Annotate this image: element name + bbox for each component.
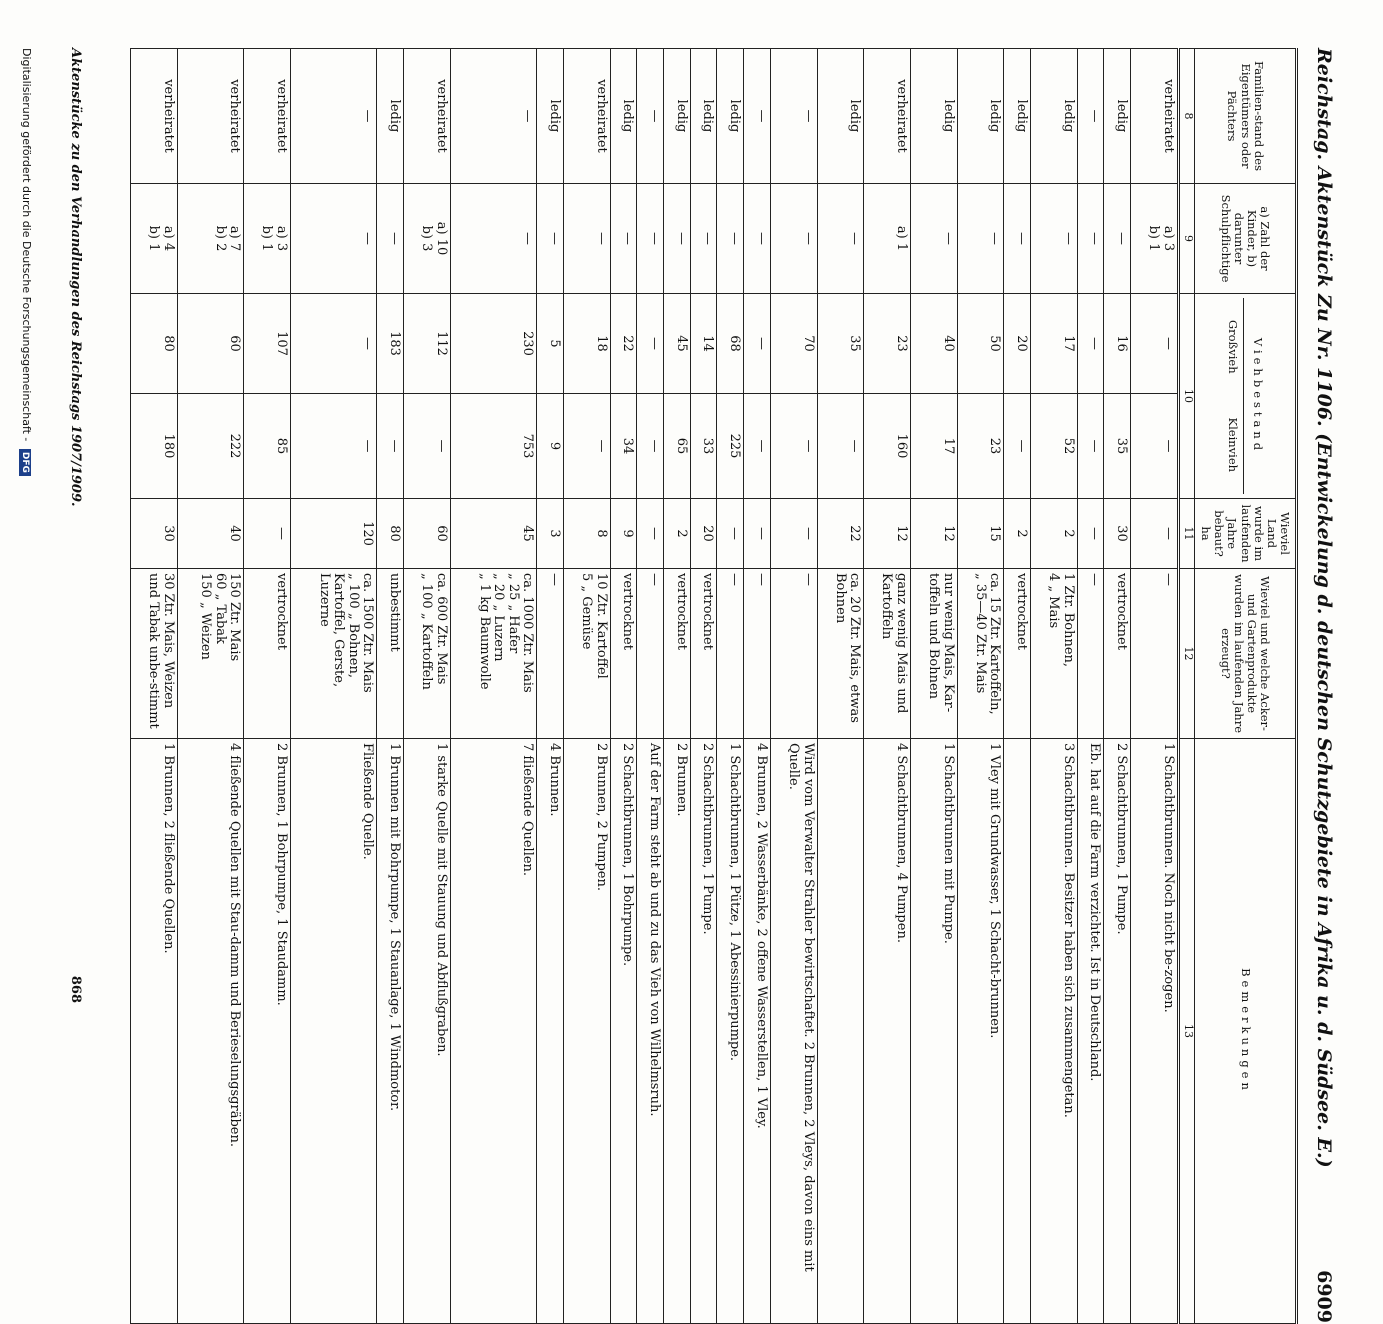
table-cell-c10b: 9 [537, 394, 564, 499]
table-cell-c10b: 17 [910, 394, 957, 499]
table-cell-c10a: 50 [957, 294, 1004, 394]
table-cell-c11: — [717, 499, 744, 569]
table-cell-c9: — [957, 184, 1004, 294]
col-header-family: Familien-stand des Eigentümers oder Pächters [1195, 49, 1297, 184]
table-cell-c8: ledig [610, 49, 637, 184]
table-cell-c10a: — [744, 294, 771, 394]
table-cell-c13: 4 Schachtbrunnen, 4 Pumpen. [864, 739, 911, 1324]
table-cell-c13: 1 Brunnen mit Bohrpumpe, 1 Stauanlage, 1 Windmotor. [377, 739, 404, 1324]
table-cell-c10a: 183 [377, 294, 404, 394]
table-cell-c13: 1 Vley mit Grundwasser, 1 Schacht-brunnen. [957, 739, 1004, 1324]
table-row [744, 49, 771, 1324]
table-cell-c10b: 23 [957, 394, 1004, 499]
table-cell-c13: 1 Brunnen, 2 fließende Quellen. [131, 739, 178, 1324]
table-cell-c13: 4 Brunnen, 2 Wasserbänke, 2 offene Wasserstellen, 1 Vley. [744, 739, 771, 1324]
table-row [664, 49, 691, 1324]
table-cell-c11: — [744, 499, 771, 569]
table-cell-c9: — [637, 184, 664, 294]
table-cell-c10b: — [817, 394, 864, 499]
col-header-small-livestock: Kleinvieh [1226, 417, 1241, 473]
table-cell-c12: 150 Ztr. Mais 60 „ Tabak 150 „ Weizen [177, 569, 244, 739]
table-row [177, 49, 244, 1324]
table-cell-c10a: 45 [664, 294, 691, 394]
col-header-land: Wieviel Land wurde im laufenden Jahre bebaut? ha [1195, 499, 1297, 569]
table-cell-c11: 2 [1030, 499, 1077, 569]
table-cell-c10b: — [637, 394, 664, 499]
table-cell-c10a: 22 [610, 294, 637, 394]
table-cell-c10b: — [1004, 394, 1031, 499]
table-cell-c10a: 70 [770, 294, 817, 394]
table-cell-c12: — [1131, 569, 1179, 739]
table-cell-c9: — [1104, 184, 1131, 294]
table-cell-c10b: — [404, 394, 451, 499]
page-header [1307, 48, 1341, 1323]
data-table [130, 48, 1298, 1324]
table-cell-c9: — [290, 184, 376, 294]
table-cell-c10a: 107 [244, 294, 291, 394]
table-cell-c10a: 20 [1004, 294, 1031, 394]
table-cell-c13: Wird vom Verwalter Strahler bewirtschaftet. 2 Brunnen, 2 Vleys, davon eins mit Quelle. [770, 739, 817, 1324]
table-row [1004, 49, 1031, 1324]
table-cell-c10a: 40 [910, 294, 957, 394]
table-cell-c11: 3 [537, 499, 564, 569]
table-cell-c13: 1 Schachtbrunnen mit Pumpe. [910, 739, 957, 1324]
table-row [1077, 49, 1104, 1324]
table-cell-c11: 80 [377, 499, 404, 569]
table-cell-c13: 1 starke Quelle mit Stauung und Abflußgraben. [404, 739, 451, 1324]
table-cell-c8: ledig [1104, 49, 1131, 184]
table-cell-c11: 60 [404, 499, 451, 569]
table-cell-c12: — [1077, 569, 1104, 739]
table-cell-c11: 40 [177, 499, 244, 569]
table-row [450, 49, 536, 1324]
table-cell-c10b: 65 [664, 394, 691, 499]
table-cell-c11: 8 [563, 499, 610, 569]
table-cell-c12: ca. 1500 Ztr. Mais „ 100 „ Bohnen, Kartoffel, Gerste, Luzerne [290, 569, 376, 739]
table-cell-c12: — [717, 569, 744, 739]
table-cell-c8: verheiratet [177, 49, 244, 184]
table-cell-c8: verheiratet [244, 49, 291, 184]
table-cell-c10b: 33 [690, 394, 717, 499]
table-cell-c8: verheiratet [563, 49, 610, 184]
table-cell-c11: 12 [910, 499, 957, 569]
table-cell-c10a: 68 [717, 294, 744, 394]
table-row [637, 49, 664, 1324]
table-cell-c8: ledig [1004, 49, 1031, 184]
table-cell-c9: — [717, 184, 744, 294]
table-cell-c10b: 34 [610, 394, 637, 499]
table-cell-c10b: — [1131, 394, 1179, 499]
table-cell-c10b: — [377, 394, 404, 499]
table-cell-c11: — [637, 499, 664, 569]
col-number: 10 [1179, 294, 1195, 499]
table-cell-c9: — [450, 184, 536, 294]
table-cell-c8: ledig [1030, 49, 1077, 184]
table-cell-c13: 1 Schachtbrunnen, 1 Pütze, 1 Abessinierpumpe. [717, 739, 744, 1324]
table-cell-c8: — [450, 49, 536, 184]
page-title: Reichstag. Aktenstück Zu Nr. 1106. (Entwickelung d. deutschen Schutzgebiete in Afrika u. d. Südsee. E.) [1313, 48, 1335, 1168]
table-cell-c9: — [1077, 184, 1104, 294]
table-cell-c9: a) 7 b) 2 [177, 184, 244, 294]
table-cell-c10a: 18 [563, 294, 610, 394]
table-cell-c10b: 753 [450, 394, 536, 499]
table-cell-c10a: 112 [404, 294, 451, 394]
table-cell-c10b: 225 [717, 394, 744, 499]
col-number: 12 [1179, 569, 1195, 739]
table-cell-c10b: — [1077, 394, 1104, 499]
table-cell-c13: 2 Schachtbrunnen, 1 Bohrpumpe. [610, 739, 637, 1324]
table-cell-c12: 30 Ztr. Mais, Weizen und Tabak unbe-stimmt [131, 569, 178, 739]
table-cell-c8: ledig [817, 49, 864, 184]
table-cell-c10a: — [290, 294, 376, 394]
table-cell-c12: ca. 600 Ztr. Mais „ 100 „ Kartoffeln [404, 569, 451, 739]
col-header-produce: Wieviel und welche Acker- und Gartenprodukte wurden im laufenden Jahre erzeugt? [1195, 569, 1297, 739]
table-cell-c10a: 14 [690, 294, 717, 394]
table-cell-c11: 2 [1004, 499, 1031, 569]
table-cell-c11: 45 [450, 499, 536, 569]
table-cell-c10a: — [1131, 294, 1179, 394]
digitization-notice [19, 48, 33, 476]
col-number: 13 [1179, 739, 1195, 1324]
table-cell-c10a: 17 [1030, 294, 1077, 394]
table-cell-c9: — [377, 184, 404, 294]
table-cell-c9: — [563, 184, 610, 294]
table-cell-c10b: 180 [131, 394, 178, 499]
col-number: 8 [1179, 49, 1195, 184]
table-cell-c10b: — [563, 394, 610, 499]
table-cell-c10a: — [1077, 294, 1104, 394]
col-header-remarks: Bemerkungen [1195, 739, 1297, 1324]
table-cell-c8: ledig [690, 49, 717, 184]
table-cell-c9: — [664, 184, 691, 294]
col-header-large-livestock: Großvieh [1226, 319, 1241, 374]
table-row [537, 49, 564, 1324]
table-cell-c9: — [744, 184, 771, 294]
livestock-label: Viehbestand [1250, 337, 1265, 455]
page-number: 6909 [1313, 1270, 1335, 1323]
table-cell-c8: verheiratet [131, 49, 178, 184]
col-number: 11 [1179, 499, 1195, 569]
footer-text: Aktenstücke zu den Verhandlungen des Reichstags 1907/1909. [68, 48, 83, 507]
table-cell-c12: vertrocknet [1104, 569, 1131, 739]
table-cell-c8: ledig [377, 49, 404, 184]
table-cell-c11: 2 [664, 499, 691, 569]
table-cell-c8: — [770, 49, 817, 184]
page-footer [63, 48, 83, 1323]
table-cell-c8: — [637, 49, 664, 184]
table-cell-c10b: — [290, 394, 376, 499]
table-row [690, 49, 717, 1324]
table-cell-c12: vertrocknet [664, 569, 691, 739]
table-cell-c9: a) 3 b) 1 [1131, 184, 1179, 294]
table-cell-c11: — [1077, 499, 1104, 569]
table-cell-c13: 2 Schachtbrunnen, 1 Pumpe. [690, 739, 717, 1324]
table-cell-c11: 120 [290, 499, 376, 569]
table-cell-c11: — [244, 499, 291, 569]
table-cell-c11: 30 [131, 499, 178, 569]
table-row [910, 49, 957, 1324]
table-cell-c10a: 35 [817, 294, 864, 394]
table-cell-c12: nur wenig Mais, Kar-toffeln und Bohnen [910, 569, 957, 739]
table-cell-c8: ledig [717, 49, 744, 184]
table-cell-c12: — [770, 569, 817, 739]
table-cell-c9: — [910, 184, 957, 294]
table-cell-c9: a) 3 b) 1 [244, 184, 291, 294]
table-cell-c11: — [770, 499, 817, 569]
table-cell-c11: 15 [957, 499, 1004, 569]
table-cell-c12: ganz wenig Mais und Kartoffeln [864, 569, 911, 739]
table-cell-c8: ledig [537, 49, 564, 184]
table-row [717, 49, 744, 1324]
col-header-livestock [1195, 294, 1297, 499]
table-cell-c10b: 35 [1104, 394, 1131, 499]
table-cell-c9: — [770, 184, 817, 294]
col-header-children: a) Zahl der Kinder, b) darunter Schulpflichtige [1195, 184, 1297, 294]
table-cell-c9: — [1030, 184, 1077, 294]
digitization-text: Digitalisierung gefördert durch die Deutsche Forschungsgemeinschaft - [20, 48, 33, 442]
table-row [563, 49, 610, 1324]
table-cell-c13: 2 Brunnen, 1 Bohrpumpe, 1 Staudamm. [244, 739, 291, 1324]
table-cell-c13: 3 Schachtbrunnen. Besitzer haben sich zusammengetan. [1030, 739, 1077, 1324]
table-cell-c8: ledig [910, 49, 957, 184]
table-cell-c13: Auf der Farm steht ab und zu das Vieh von Wilhelmsruh. [637, 739, 664, 1324]
table-row [404, 49, 451, 1324]
table-row [1104, 49, 1131, 1324]
table-cell-c12: — [744, 569, 771, 739]
table-cell-c10a: 23 [864, 294, 911, 394]
table-cell-c8: — [744, 49, 771, 184]
table-cell-c11: 12 [864, 499, 911, 569]
table-cell-c12: vertrocknet [1004, 569, 1031, 739]
table-cell-c12: ca. 1000 Ztr. Mais „ 25 „ Hafer „ 20 „ Luzern „ 1 kg Baumwolle [450, 569, 536, 739]
table-cell-c13: 2 Brunnen. [664, 739, 691, 1324]
dfg-logo: DFG [19, 449, 31, 476]
table-cell-c8: ledig [664, 49, 691, 184]
table-cell-c10b: — [744, 394, 771, 499]
table-cell-c11: — [1131, 499, 1179, 569]
table-cell-c9: — [690, 184, 717, 294]
footer-page-number: 868 [68, 975, 83, 1003]
table-row [244, 49, 291, 1324]
table-cell-c13 [817, 739, 864, 1324]
table-cell-c13: Fließende Quelle. [290, 739, 376, 1324]
table-cell-c13: 1 Schachtbrunnen. Noch nicht be-zogen. [1131, 739, 1179, 1324]
table-cell-c10b: 85 [244, 394, 291, 499]
table-row [1030, 49, 1077, 1324]
table-cell-c10a: 60 [177, 294, 244, 394]
table-cell-c12: 10 Ztr. Kartoffel 5 „ Gemüse [563, 569, 610, 739]
table-row [290, 49, 376, 1324]
table-row [131, 49, 178, 1324]
table-cell-c11: 22 [817, 499, 864, 569]
table-cell-c10b: 52 [1030, 394, 1077, 499]
table-cell-c12: vertrocknet [244, 569, 291, 739]
table-cell-c9: — [610, 184, 637, 294]
table-body [131, 49, 1179, 1324]
table-cell-c12: unbestimmt [377, 569, 404, 739]
table-cell-c13: 7 fließende Quellen. [450, 739, 536, 1324]
table-cell-c8: ledig [957, 49, 1004, 184]
table-row [610, 49, 637, 1324]
table-cell-c11: 20 [690, 499, 717, 569]
table-cell-c12: — [637, 569, 664, 739]
table-row [817, 49, 864, 1324]
table-cell-c13: Eb. hat auf die Farm verzichtet. Ist in Deutschland. [1077, 739, 1104, 1324]
table-cell-c13: 2 Brunnen, 2 Pumpen. [563, 739, 610, 1324]
table-cell-c12: vertrocknet [690, 569, 717, 739]
table-cell-c10a: 5 [537, 294, 564, 394]
table-cell-c10b: 222 [177, 394, 244, 499]
col-number: 9 [1179, 184, 1195, 294]
table-row [377, 49, 404, 1324]
table-cell-c9: — [1004, 184, 1031, 294]
table-cell-c12: 1 Ztr. Bohnen, 4 „ Mais [1030, 569, 1077, 739]
table-cell-c12: ca. 15 Ztr. Kartoffeln, „ 35—40 Ztr. Mais [957, 569, 1004, 739]
table-cell-c10a: 230 [450, 294, 536, 394]
table-cell-c10a: — [637, 294, 664, 394]
table-row [1131, 49, 1179, 1324]
table-cell-c9: a) 1 [864, 184, 911, 294]
table-row [957, 49, 1004, 1324]
table-cell-c8: verheiratet [1131, 49, 1179, 184]
table-cell-c13 [1004, 739, 1031, 1324]
table-cell-c10a: 80 [131, 294, 178, 394]
table-cell-c13: 2 Schachtbrunnen, 1 Pumpe. [1104, 739, 1131, 1324]
table-cell-c8: verheiratet [864, 49, 911, 184]
table-cell-c8: — [290, 49, 376, 184]
table-cell-c9: a) 4 b) 1 [131, 184, 178, 294]
table-cell-c11: 9 [610, 499, 637, 569]
table-cell-c8: verheiratet [404, 49, 451, 184]
table-cell-c13: 4 fließende Quellen mit Stau-damm und Berieselungsgräben. [177, 739, 244, 1324]
table-cell-c11: 30 [1104, 499, 1131, 569]
table-row [770, 49, 817, 1324]
table-cell-c9: a) 10 b) 3 [404, 184, 451, 294]
table-cell-c9: — [817, 184, 864, 294]
table-cell-c12: vertrocknet [610, 569, 637, 739]
table-cell-c9: — [537, 184, 564, 294]
table-cell-c12: ca. 20 Ztr. Mais, etwas Bohnen [817, 569, 864, 739]
table-cell-c10a: 16 [1104, 294, 1131, 394]
table-cell-c13: 4 Brunnen. [537, 739, 564, 1324]
table-cell-c10b: — [770, 394, 817, 499]
table-row [864, 49, 911, 1324]
table-cell-c12: — [537, 569, 564, 739]
table-cell-c8: — [1077, 49, 1104, 184]
table-cell-c10b: 160 [864, 394, 911, 499]
